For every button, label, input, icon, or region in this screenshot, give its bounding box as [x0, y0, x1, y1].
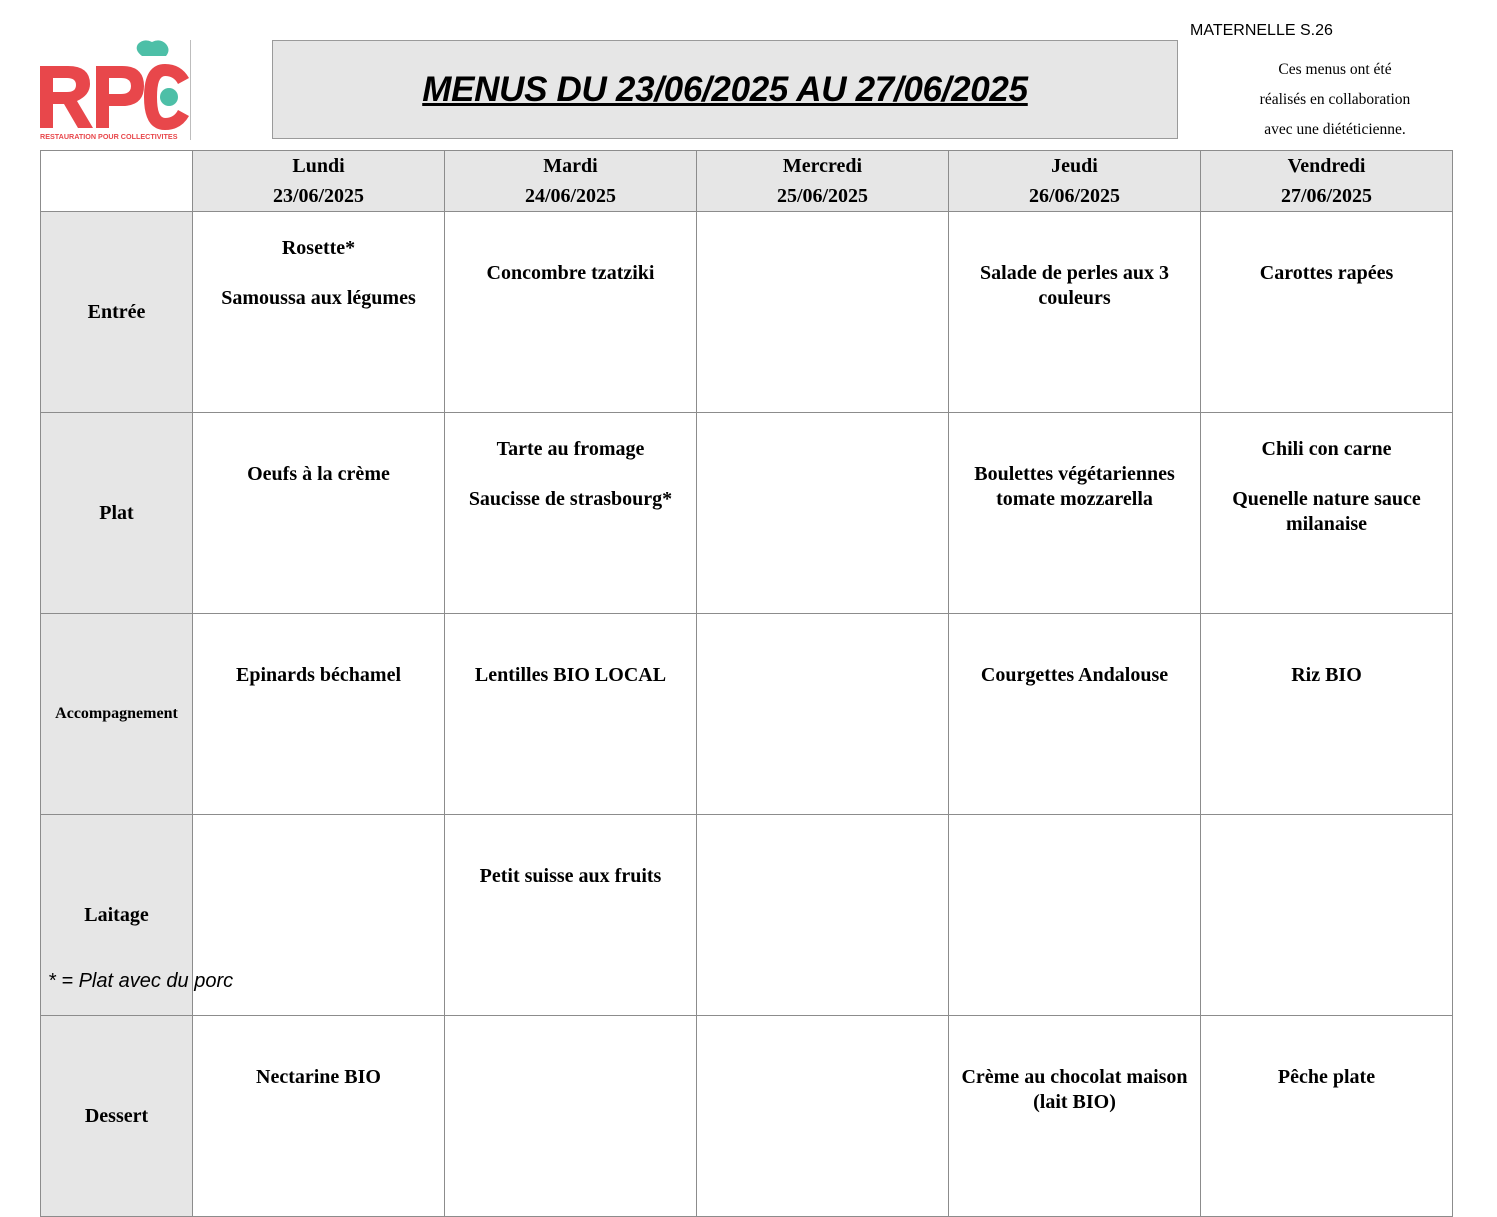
dish: Rosette*: [281, 237, 356, 259]
menu-cell: [697, 815, 949, 1016]
day-header-monday: [193, 151, 445, 212]
day-name: Jeudi: [1051, 155, 1098, 177]
dish: Nectarine BIO: [256, 1066, 381, 1088]
day-header-row: [41, 151, 1453, 212]
dish: Oeufs à la crème: [247, 463, 390, 485]
menu-cell: [1201, 815, 1453, 1016]
row-label-plat: Plat: [41, 413, 193, 614]
menu-cell: [949, 1016, 1201, 1217]
menu-cell: [445, 413, 697, 614]
menu-cell: [949, 212, 1201, 413]
row-dessert: [41, 1016, 1453, 1217]
dish: Pêche plate: [1277, 1066, 1376, 1088]
dish: Tarte au fromage: [496, 438, 645, 460]
dish: Samoussa aux légumes: [221, 287, 416, 309]
day-header-tuesday: [445, 151, 697, 212]
day-date: 24/06/2025: [524, 185, 617, 207]
note-line: réalisés en collaboration: [1259, 91, 1411, 108]
day-date: 25/06/2025: [776, 185, 869, 207]
dish: Petit suisse aux fruits: [479, 865, 662, 887]
day-name: Vendredi: [1287, 155, 1366, 177]
dish: Saucisse de strasbourg*: [468, 488, 673, 510]
row-label-entree: Entrée: [41, 212, 193, 413]
row-laitage: [41, 815, 1453, 1016]
row-entree: [41, 212, 1453, 413]
menu-cell: [1201, 1016, 1453, 1217]
menu-cell: [949, 614, 1201, 815]
note-line: avec une diététicienne.: [1264, 121, 1406, 138]
day-header-thursday: [949, 151, 1201, 212]
day-name: Mercredi: [782, 155, 863, 177]
dish: Chili con carne: [1261, 438, 1392, 460]
menu-cell: [193, 1016, 445, 1217]
menu-cell: [445, 1016, 697, 1217]
pork-footnote: * = Plat avec du porc: [48, 970, 234, 992]
rpc-logo: [38, 38, 194, 144]
dish: Crème au chocolat maison (lait BIO): [961, 1066, 1188, 1113]
menu-cell: [1201, 413, 1453, 614]
day-header-friday: [1201, 151, 1453, 212]
row-label-dessert: Dessert: [41, 1016, 193, 1217]
menu-cell: [193, 413, 445, 614]
dish: Salade de perles aux 3 couleurs: [980, 262, 1169, 309]
row-label-accompagnement: Accompagnement: [41, 614, 193, 815]
menu-cell: [445, 212, 697, 413]
dish: Quenelle nature sauce milanaise: [1232, 488, 1421, 535]
corner-cell: [41, 151, 193, 212]
menu-cell: [193, 212, 445, 413]
dish: Lentilles BIO LOCAL: [474, 664, 667, 686]
dietitian-note: [1232, 55, 1438, 145]
dish: Riz BIO: [1291, 664, 1362, 686]
day-header-wednesday: [697, 151, 949, 212]
dish: Epinards béchamel: [235, 664, 402, 686]
day-name: Mardi: [543, 155, 598, 177]
row-plat: [41, 413, 1453, 614]
menu-cell: [697, 212, 949, 413]
dish: Boulettes végétariennes tomate mozzarella: [974, 463, 1175, 510]
menu-cell: [445, 614, 697, 815]
menu-cell: [697, 413, 949, 614]
dish: Concombre tzatziki: [486, 262, 655, 284]
menu-cell: [1201, 212, 1453, 413]
logo-divider: [190, 40, 191, 140]
dish: Carottes rapées: [1259, 262, 1394, 284]
day-date: 23/06/2025: [272, 185, 365, 207]
menu-cell: [697, 1016, 949, 1217]
day-name: Lundi: [292, 155, 345, 177]
menu-cell: [193, 614, 445, 815]
day-date: 26/06/2025: [1028, 185, 1121, 207]
row-label-laitage: Laitage: [41, 815, 193, 1016]
note-line: Ces menus ont été: [1278, 61, 1392, 78]
row-accompagnement: [41, 614, 1453, 815]
menu-cell: [1201, 614, 1453, 815]
page-title: MENUS DU 23/06/2025 AU 27/06/2025: [422, 69, 1028, 109]
menu-cell: [445, 815, 697, 1016]
menu-table: [40, 150, 1453, 1217]
menu-cell: [697, 614, 949, 815]
logo-tagline: RESTAURATION POUR COLLECTIVITES: [40, 132, 178, 141]
title-box: [272, 40, 1178, 139]
school-label: MATERNELLE S.26: [1190, 22, 1333, 39]
menu-cell: [949, 413, 1201, 614]
dish: Courgettes Andalouse: [980, 664, 1169, 686]
menu-cell: [949, 815, 1201, 1016]
day-date: 27/06/2025: [1280, 185, 1373, 207]
